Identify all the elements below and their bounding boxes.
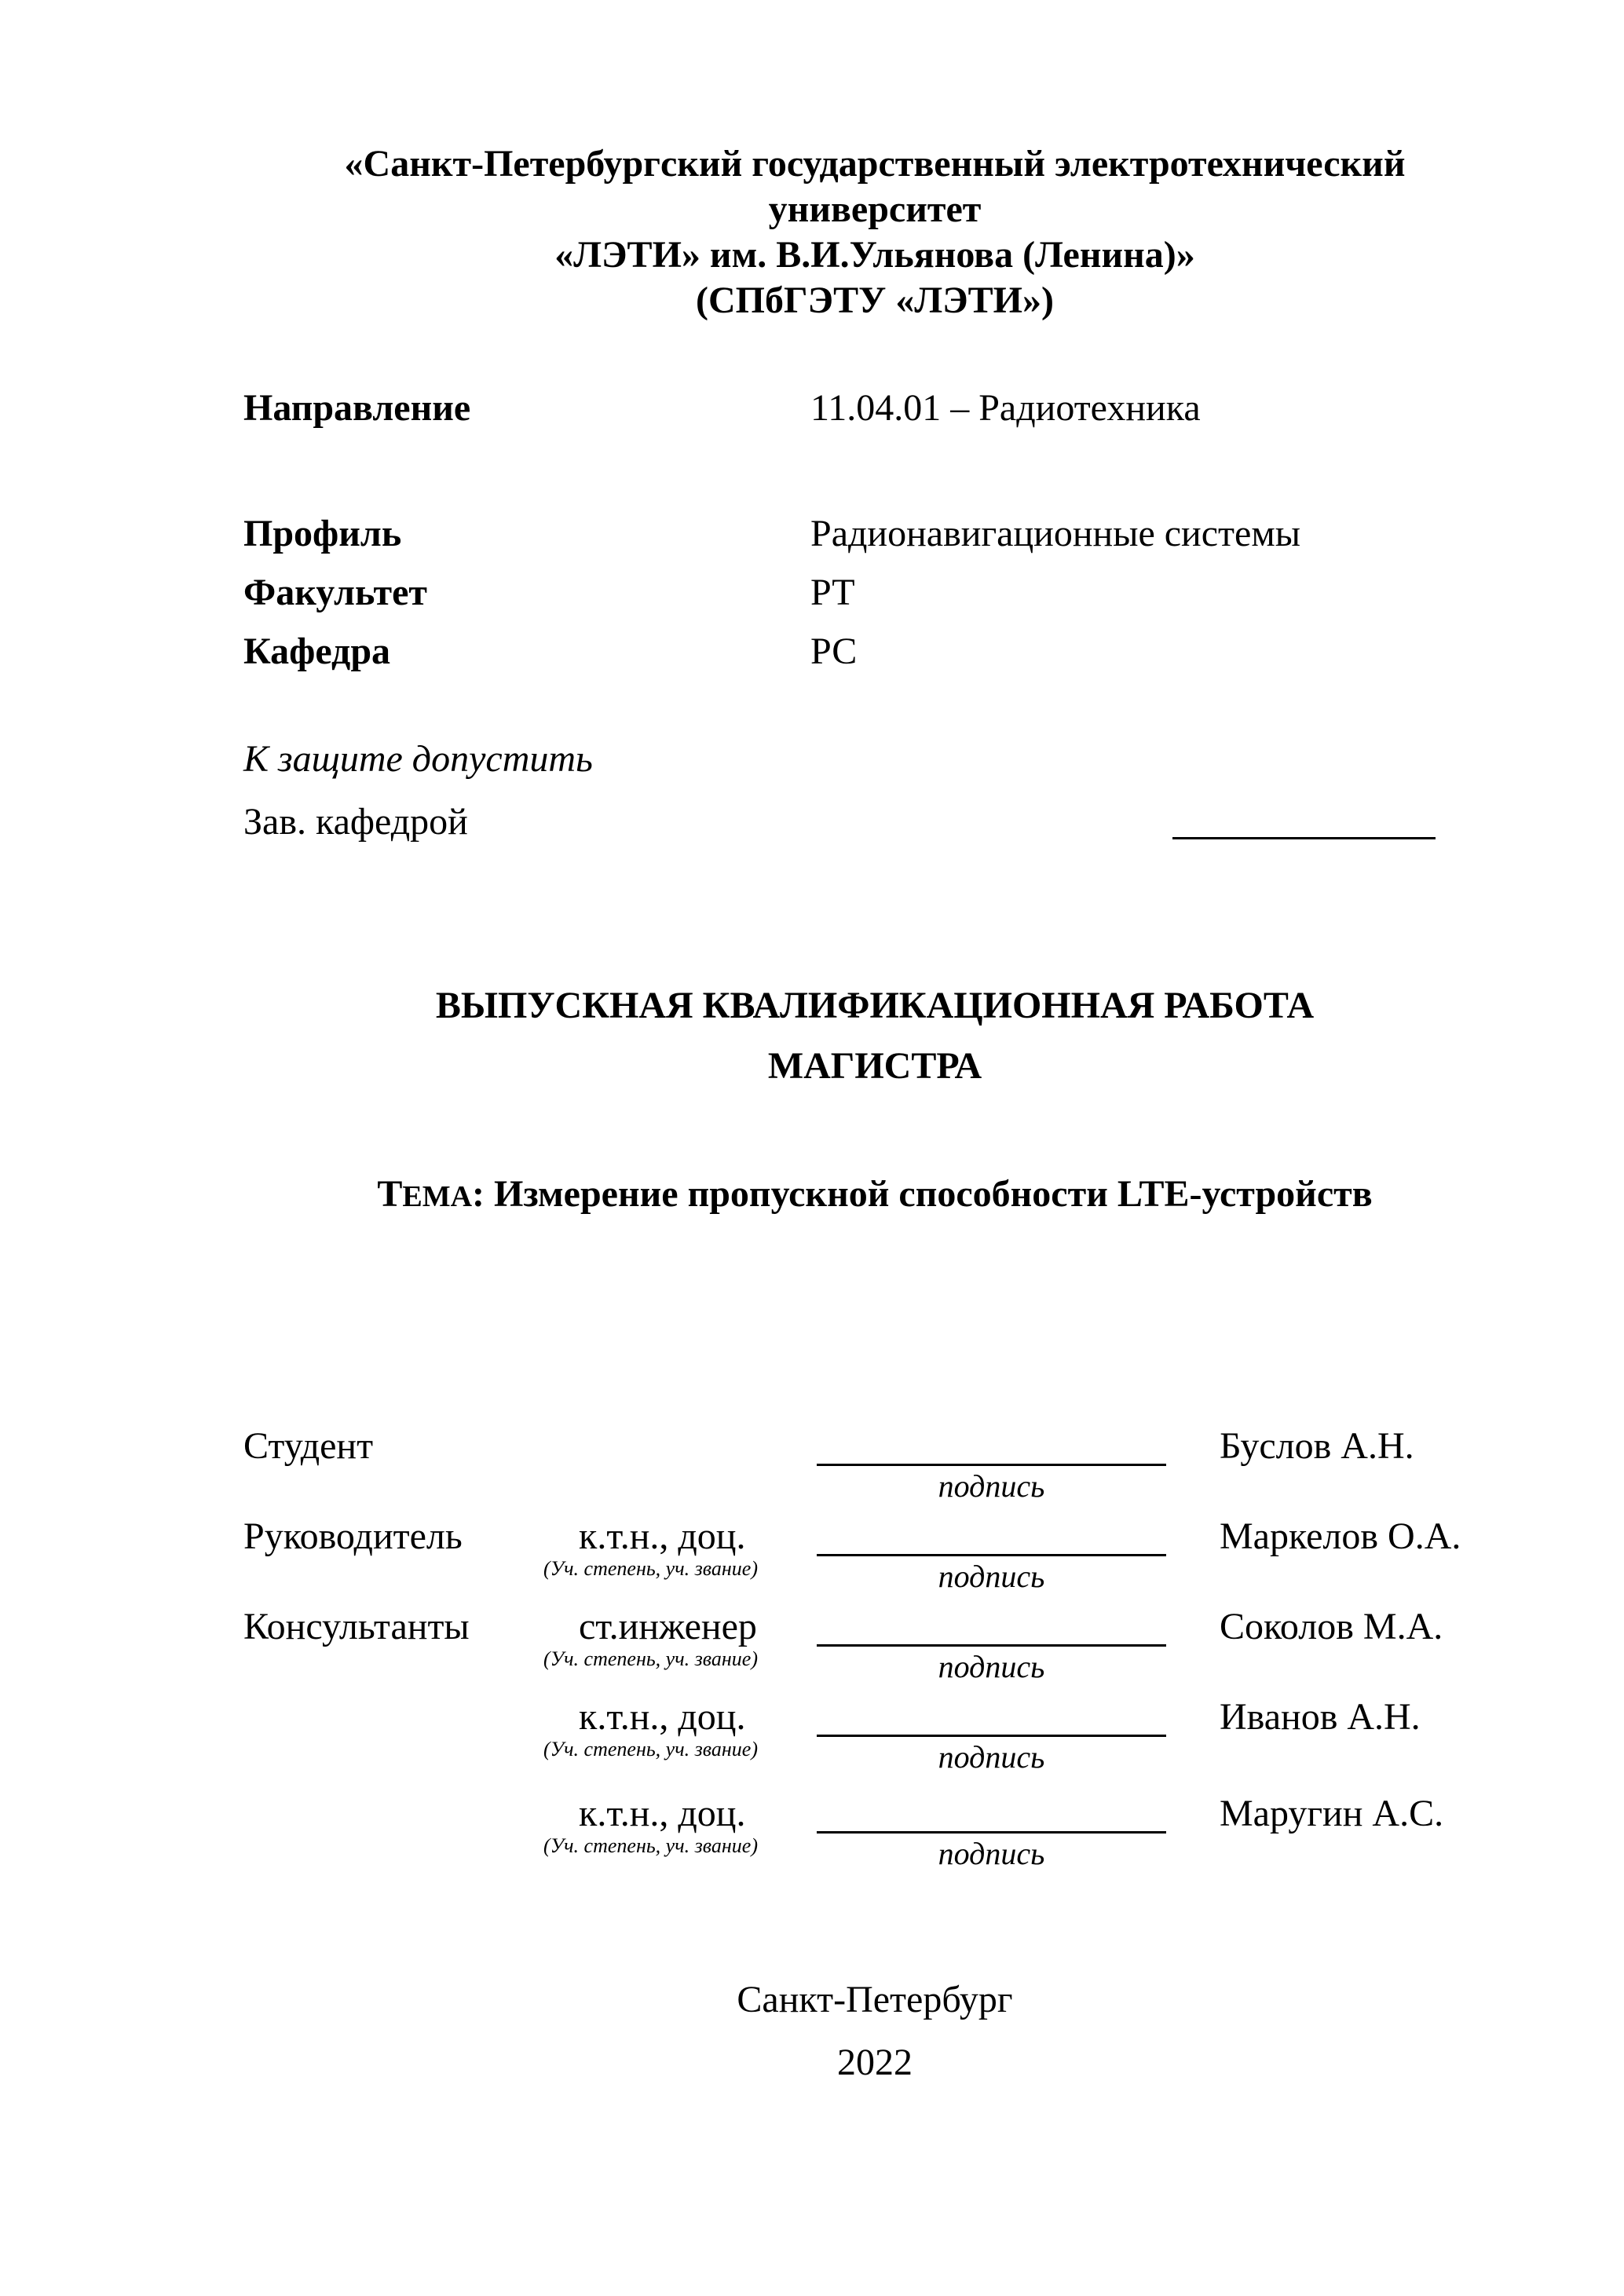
signature-line <box>817 1426 1166 1466</box>
signer-name: Буслов А.Н. <box>1220 1425 1414 1467</box>
theme-label <box>377 1173 494 1215</box>
signature-line-block <box>817 1793 1166 1874</box>
university-header <box>243 141 1506 324</box>
head-signature-line <box>1172 837 1436 839</box>
field-label-department: Кафедра <box>243 631 391 672</box>
field-label-direction: Направление <box>243 387 471 429</box>
university-header-line-2: университет <box>768 188 982 230</box>
degree-note: (Уч. степень, уч. звание) <box>543 1557 758 1580</box>
work-title-line-2: МАГИСТРА <box>767 1045 982 1087</box>
signature-line-block <box>817 1426 1166 1507</box>
signature-caption: подпись <box>938 1468 1045 1504</box>
theme-label-smallcaps: ЕМА <box>402 1180 473 1213</box>
field-label-faculty: Факультет <box>243 572 427 613</box>
signature-line-block <box>817 1607 1166 1687</box>
theme-label-colon: : <box>472 1173 485 1215</box>
admission-block <box>243 736 1506 846</box>
signature-line-block <box>817 1516 1166 1597</box>
thesis-theme <box>243 1171 1506 1220</box>
signature-row-student <box>243 1426 1506 1507</box>
degree-text: ст.инженер <box>579 1606 757 1647</box>
signer-name: Маркелов О.А. <box>1220 1515 1461 1557</box>
degree-note: (Уч. степень, уч. звание) <box>543 1834 758 1857</box>
signature-role: Руководитель <box>243 1515 463 1557</box>
head-of-department-row <box>243 799 1506 846</box>
field-value-direction: 11.04.01 – Радиотехника <box>810 387 1201 429</box>
signer-name: Иванов А.Н. <box>1220 1696 1421 1738</box>
admission-permit-text: К защите допустить <box>243 738 593 780</box>
signature-role: Студент <box>243 1425 374 1467</box>
footer-city: Санкт-Петербург <box>737 1979 1013 2020</box>
signature-degree <box>543 1793 817 1858</box>
signature-caption: подпись <box>938 1836 1045 1871</box>
work-title-line-1: ВЫПУСКНАЯ КВАЛИФИКАЦИОННАЯ РАБОТА <box>435 985 1315 1026</box>
field-row-direction <box>243 378 1506 437</box>
signature-caption: подпись <box>938 1559 1045 1594</box>
signature-line <box>817 1516 1166 1556</box>
signature-row-consultant-1 <box>243 1607 1506 1687</box>
university-header-line-3: «ЛЭТИ» им. В.И.Ульянова (Ленина)» <box>554 234 1195 276</box>
signature-row-consultant-2 <box>243 1697 1506 1778</box>
signature-line-block <box>817 1697 1166 1778</box>
signature-row-supervisor <box>243 1516 1506 1597</box>
signature-caption: подпись <box>938 1649 1045 1684</box>
signature-degree <box>543 1515 817 1581</box>
signature-line <box>817 1607 1166 1647</box>
degree-text: к.т.н., доц. <box>579 1793 746 1834</box>
field-value-department: РС <box>810 631 858 672</box>
program-fields <box>243 378 1506 681</box>
signature-caption: подпись <box>938 1739 1045 1775</box>
signature-degree <box>543 1696 817 1761</box>
field-value-profile: Радионавигационные системы <box>810 513 1300 554</box>
field-row-profile <box>243 504 1506 563</box>
signature-line <box>817 1697 1166 1737</box>
field-label-profile: Профиль <box>243 513 402 554</box>
signatures-block <box>243 1426 1506 1874</box>
degree-note: (Уч. степень, уч. звание) <box>543 1738 758 1760</box>
signature-row-consultant-3 <box>243 1793 1506 1874</box>
field-row-faculty <box>243 563 1506 622</box>
signature-role: Консультанты <box>243 1606 470 1647</box>
work-title <box>243 975 1506 1096</box>
theme-text: Измерение пропускной способности LTE-устройств <box>494 1173 1373 1215</box>
degree-text: к.т.н., доц. <box>579 1515 746 1557</box>
university-header-line-4: (СПбГЭТУ «ЛЭТИ») <box>696 280 1054 321</box>
footer-year: 2022 <box>837 2042 913 2083</box>
field-value-faculty: РТ <box>810 572 855 613</box>
field-row-department <box>243 622 1506 681</box>
signer-name: Соколов М.А. <box>1220 1606 1443 1647</box>
signature-degree <box>543 1606 817 1671</box>
degree-note: (Уч. степень, уч. звание) <box>543 1647 758 1670</box>
university-header-line-1: «Санкт-Петербургский государственный электротехнический <box>344 143 1406 185</box>
signer-name: Маругин А.С. <box>1220 1793 1444 1834</box>
footer-block <box>243 1969 1506 2094</box>
theme-label-initial: Т <box>377 1173 403 1215</box>
signature-line <box>817 1793 1166 1834</box>
degree-text: к.т.н., доц. <box>579 1696 746 1738</box>
head-of-department-label: Зав. кафедрой <box>243 801 468 843</box>
